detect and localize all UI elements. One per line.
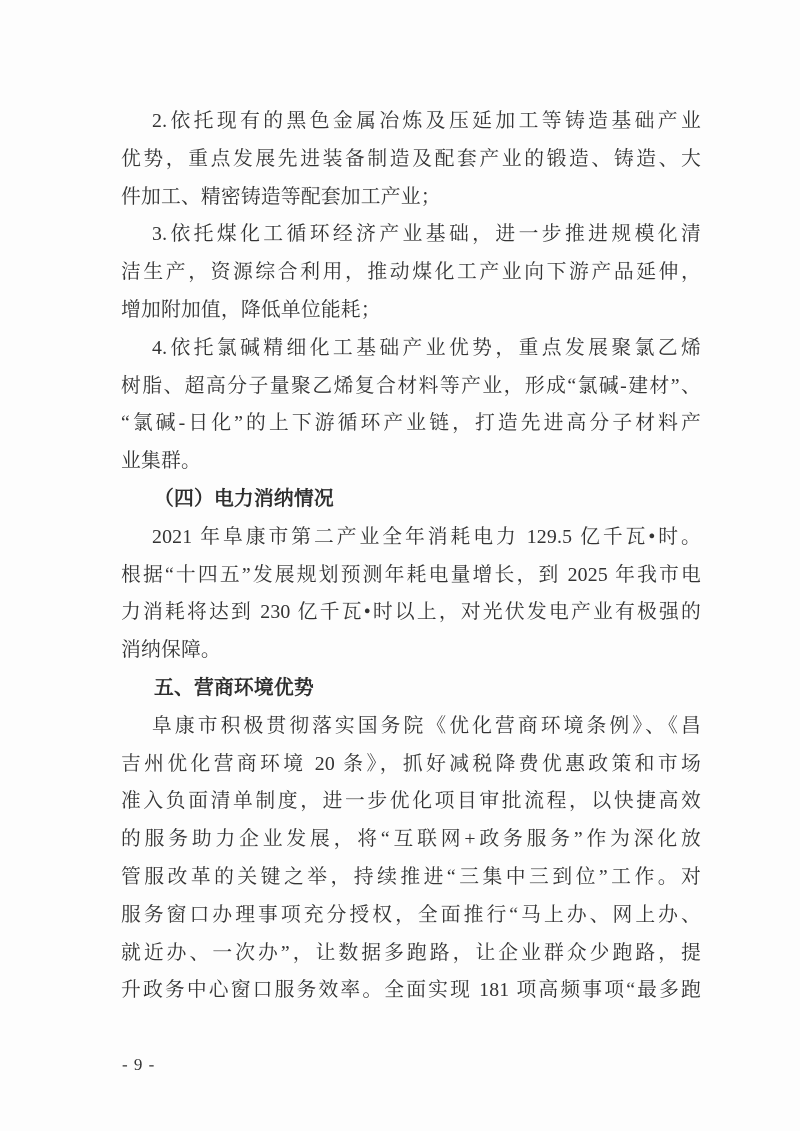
paragraph-line: 2.依托现有的黑色金属冶炼及压延加工等铸造基础产业 (152, 110, 701, 132)
paragraph-line: 准入负面清单制度，进一步优化项目审批流程，以快捷高效 (121, 790, 701, 813)
paragraph-line: 服务窗口办理事项充分授权，全面推行“马上办、网上办、 (121, 903, 701, 926)
paragraph-line: “氯碱-日化”的上下游循环产业链，打造先进高分子材料产 (121, 412, 701, 435)
paragraph-line: 2021 年阜康市第二产业全年消耗电力 129.5 亿千瓦•时。 (152, 525, 701, 548)
paragraph-line: 管服改革的关键之举，持续推进“三集中三到位”工作。对 (121, 865, 701, 888)
paragraph-line: 就近办、一次办”，让数据多跑路，让企业群众少跑路，提 (121, 941, 701, 964)
paragraph-line: 优势，重点发展先进装备制造及配套产业的锻造、铸造、大 (121, 147, 701, 170)
paragraph-line: 吉州优化营商环境 20 条》，抓好减税降费优惠政策和市场 (121, 752, 701, 775)
paragraph-line: 树脂、超高分子量聚乙烯复合材料等产业，形成“氯碱-建材”、 (121, 374, 701, 397)
paragraph-line: 升政务中心窗口服务效率。全面实现 181 项高频事项“最多跑 (121, 979, 701, 1002)
paragraph-line: 3.依托煤化工循环经济产业基础，进一步推进规模化清 (152, 223, 701, 246)
paragraph-line: 件加工、精密铸造等配套加工产业； (121, 185, 441, 208)
paragraph-line: 力消耗将达到 230 亿千瓦•时以上，对光伏发电产业有极强的 (121, 601, 701, 624)
paragraph-line: 的服务助力企业发展，将“互联网+政务服务”作为深化放 (121, 828, 701, 851)
page-number: - 9 - (122, 1055, 156, 1074)
paragraph-line: 根据“十四五”发展规划预测年耗电量增长，到 2025 年我市电 (121, 563, 701, 586)
paragraph-line: 洁生产，资源综合利用，推动煤化工产业向下游产品延伸， (121, 261, 701, 284)
paragraph-line: 增加附加值，降低单位能耗； (121, 298, 381, 321)
section-heading-business-environment: 五、营商环境优势 (154, 676, 314, 699)
document-body (121, 103, 701, 1010)
section-heading-power-consumption: （四）电力消纳情况 (154, 487, 334, 510)
paragraph-line: 阜康市积极贯彻落实国务院《优化营商环境条例》、《昌 (152, 714, 701, 737)
paragraph-line: 4.依托氯碱精细化工基础产业优势，重点发展聚氯乙烯 (152, 336, 701, 359)
paragraph-line: 消纳保障。 (121, 639, 221, 662)
paragraph-line: 业集群。 (121, 450, 201, 473)
